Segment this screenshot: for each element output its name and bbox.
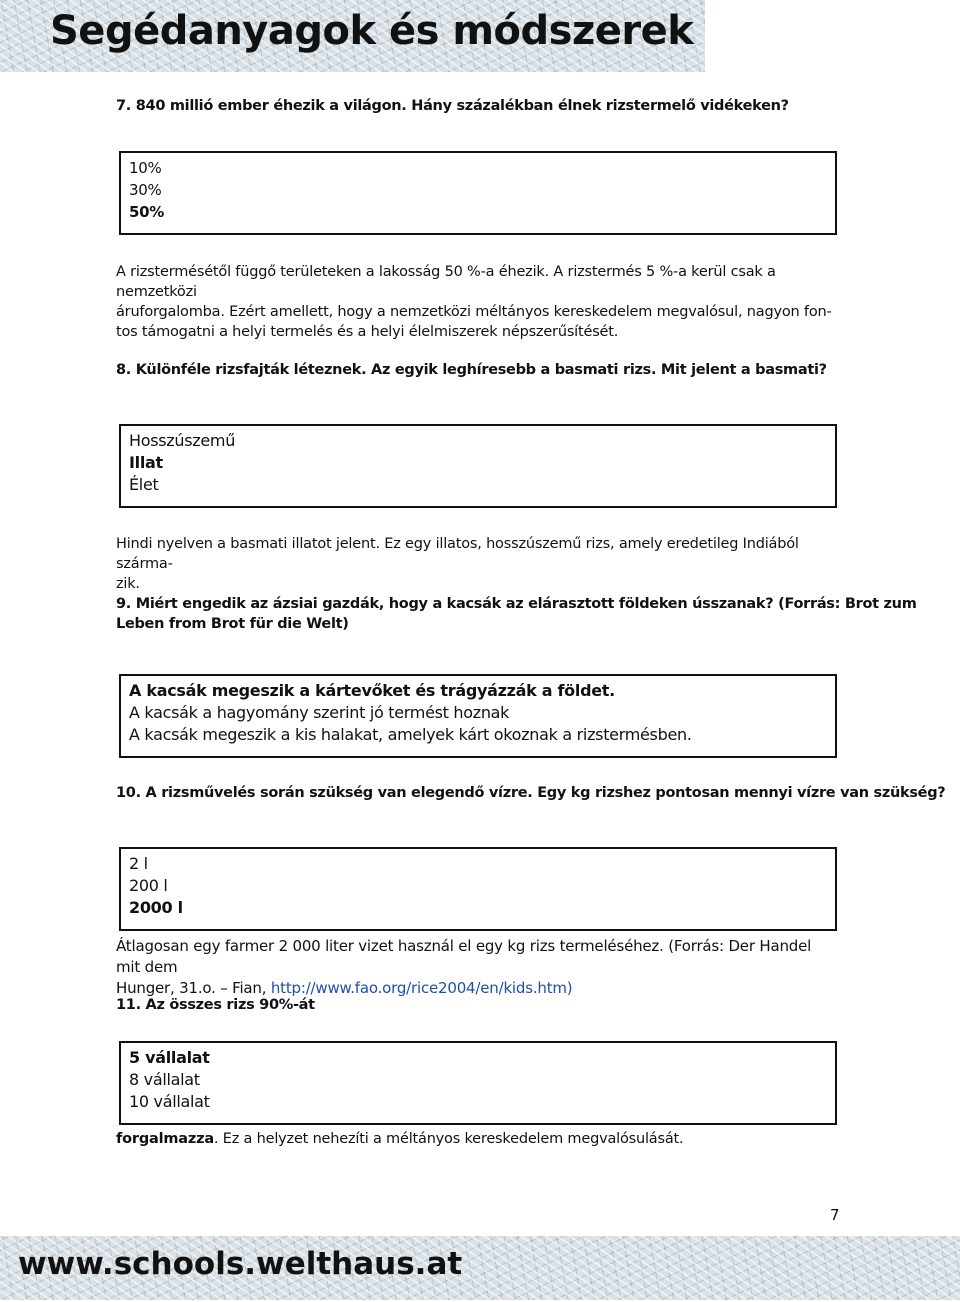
answer-11-rest: . Ez a helyzet nehezíti a méltányos kereskedelem megvalósulását. [213,1131,684,1147]
answer-8-line-1: Hindi nyelven a basmati illatot jelent. Ez egy illatos, hosszúszemű rizs, amely eredetileg Indiából szárma- [116,536,799,572]
option-7-2: 30% [129,181,162,199]
option-11-1-correct: 5 vállalat [129,1048,210,1067]
option-11-3: 10 vállalat [129,1092,210,1111]
header-banner [0,0,705,72]
fao-link[interactable]: http://www.fao.org/rice2004/en/kids.htm) [270,979,573,997]
option-8-3: Élet [129,475,159,494]
question-8-options-box [119,424,837,508]
option-10-2: 200 l [129,876,168,895]
option-7-3-correct: 50% [129,203,165,221]
answer-10-line-2 [116,978,836,999]
page-title: Segédanyagok és módszerek [50,8,694,54]
question-7: 7. 840 millió ember éhezik a világon. Hány százalékban élnek rizstermelő vidékeken? [116,98,789,114]
answer-7-line-2: áruforgalomba. Ezért amellett, hogy a nemzetközi méltányos kereskedelem megvalósul, nagyon fon- [116,304,832,320]
answer-7-line-3: tos támogatni a helyi termelés és a helyi élelmiszerek népszerűsítését. [116,324,619,340]
answer-11-bold: forgalmazza [116,1131,214,1147]
page-number: 7 [830,1206,840,1224]
answer-8-line-2: zik. [116,576,140,592]
answer-10-source: Hunger, 31.o. – Fian, [116,979,271,997]
option-10-1: 2 l [129,854,148,873]
question-8: 8. Különféle rizsfajták léteznek. Az egyik leghíresebb a basmati rizs. Mit jelent a basmati? [116,362,827,378]
answer-10 [116,936,836,999]
question-9-line-2: Leben from Brot für die Welt) [116,616,349,632]
answer-8 [116,534,836,594]
answer-10-line-1: Átlagosan egy farmer 2 000 liter vizet használ el egy kg rizs termeléséhez. (Forrás: Der Handel mit dem [116,937,812,976]
answer-11 [116,1129,836,1149]
option-9-3: A kacsák megeszik a kis halakat, amelyek kárt okoznak a rizstermésben. [129,725,692,744]
question-7-options-box [119,151,837,235]
question-11-options-box [119,1041,837,1125]
option-8-1: Hosszúszemű [129,431,236,450]
question-9 [116,594,917,634]
answer-7 [116,262,836,342]
option-8-2-correct: Illat [129,453,163,472]
option-7-1: 10% [129,159,162,177]
option-11-2: 8 vállalat [129,1070,200,1089]
footer-url[interactable]: www.schools.welthaus.at [18,1246,463,1282]
question-11: 11. Az összes rizs 90%-át [116,997,315,1013]
option-10-3-correct: 2000 l [129,898,183,917]
answer-7-line-1: A rizstermésétől függő területeken a lakosság 50 %-a éhezik. A rizstermés 5 %-a kerül csak a nemzetközi [116,264,776,300]
footer-banner [0,1236,960,1300]
question-9-options-box [119,674,837,758]
question-9-line-1: 9. Miért engedik az ázsiai gazdák, hogy a kacsák az elárasztott földeken ússzanak? (Forrás: Brot zum [116,596,917,612]
question-10-options-box [119,847,837,931]
option-9-1-correct: A kacsák megeszik a kártevőket és trágyázzák a földet. [129,681,615,700]
option-9-2: A kacsák a hagyomány szerint jó termést hoznak [129,703,510,722]
question-10: 10. A rizsművelés során szükség van elegendő vízre. Egy kg rizshez pontosan mennyi vízre van szükség? [116,785,946,801]
